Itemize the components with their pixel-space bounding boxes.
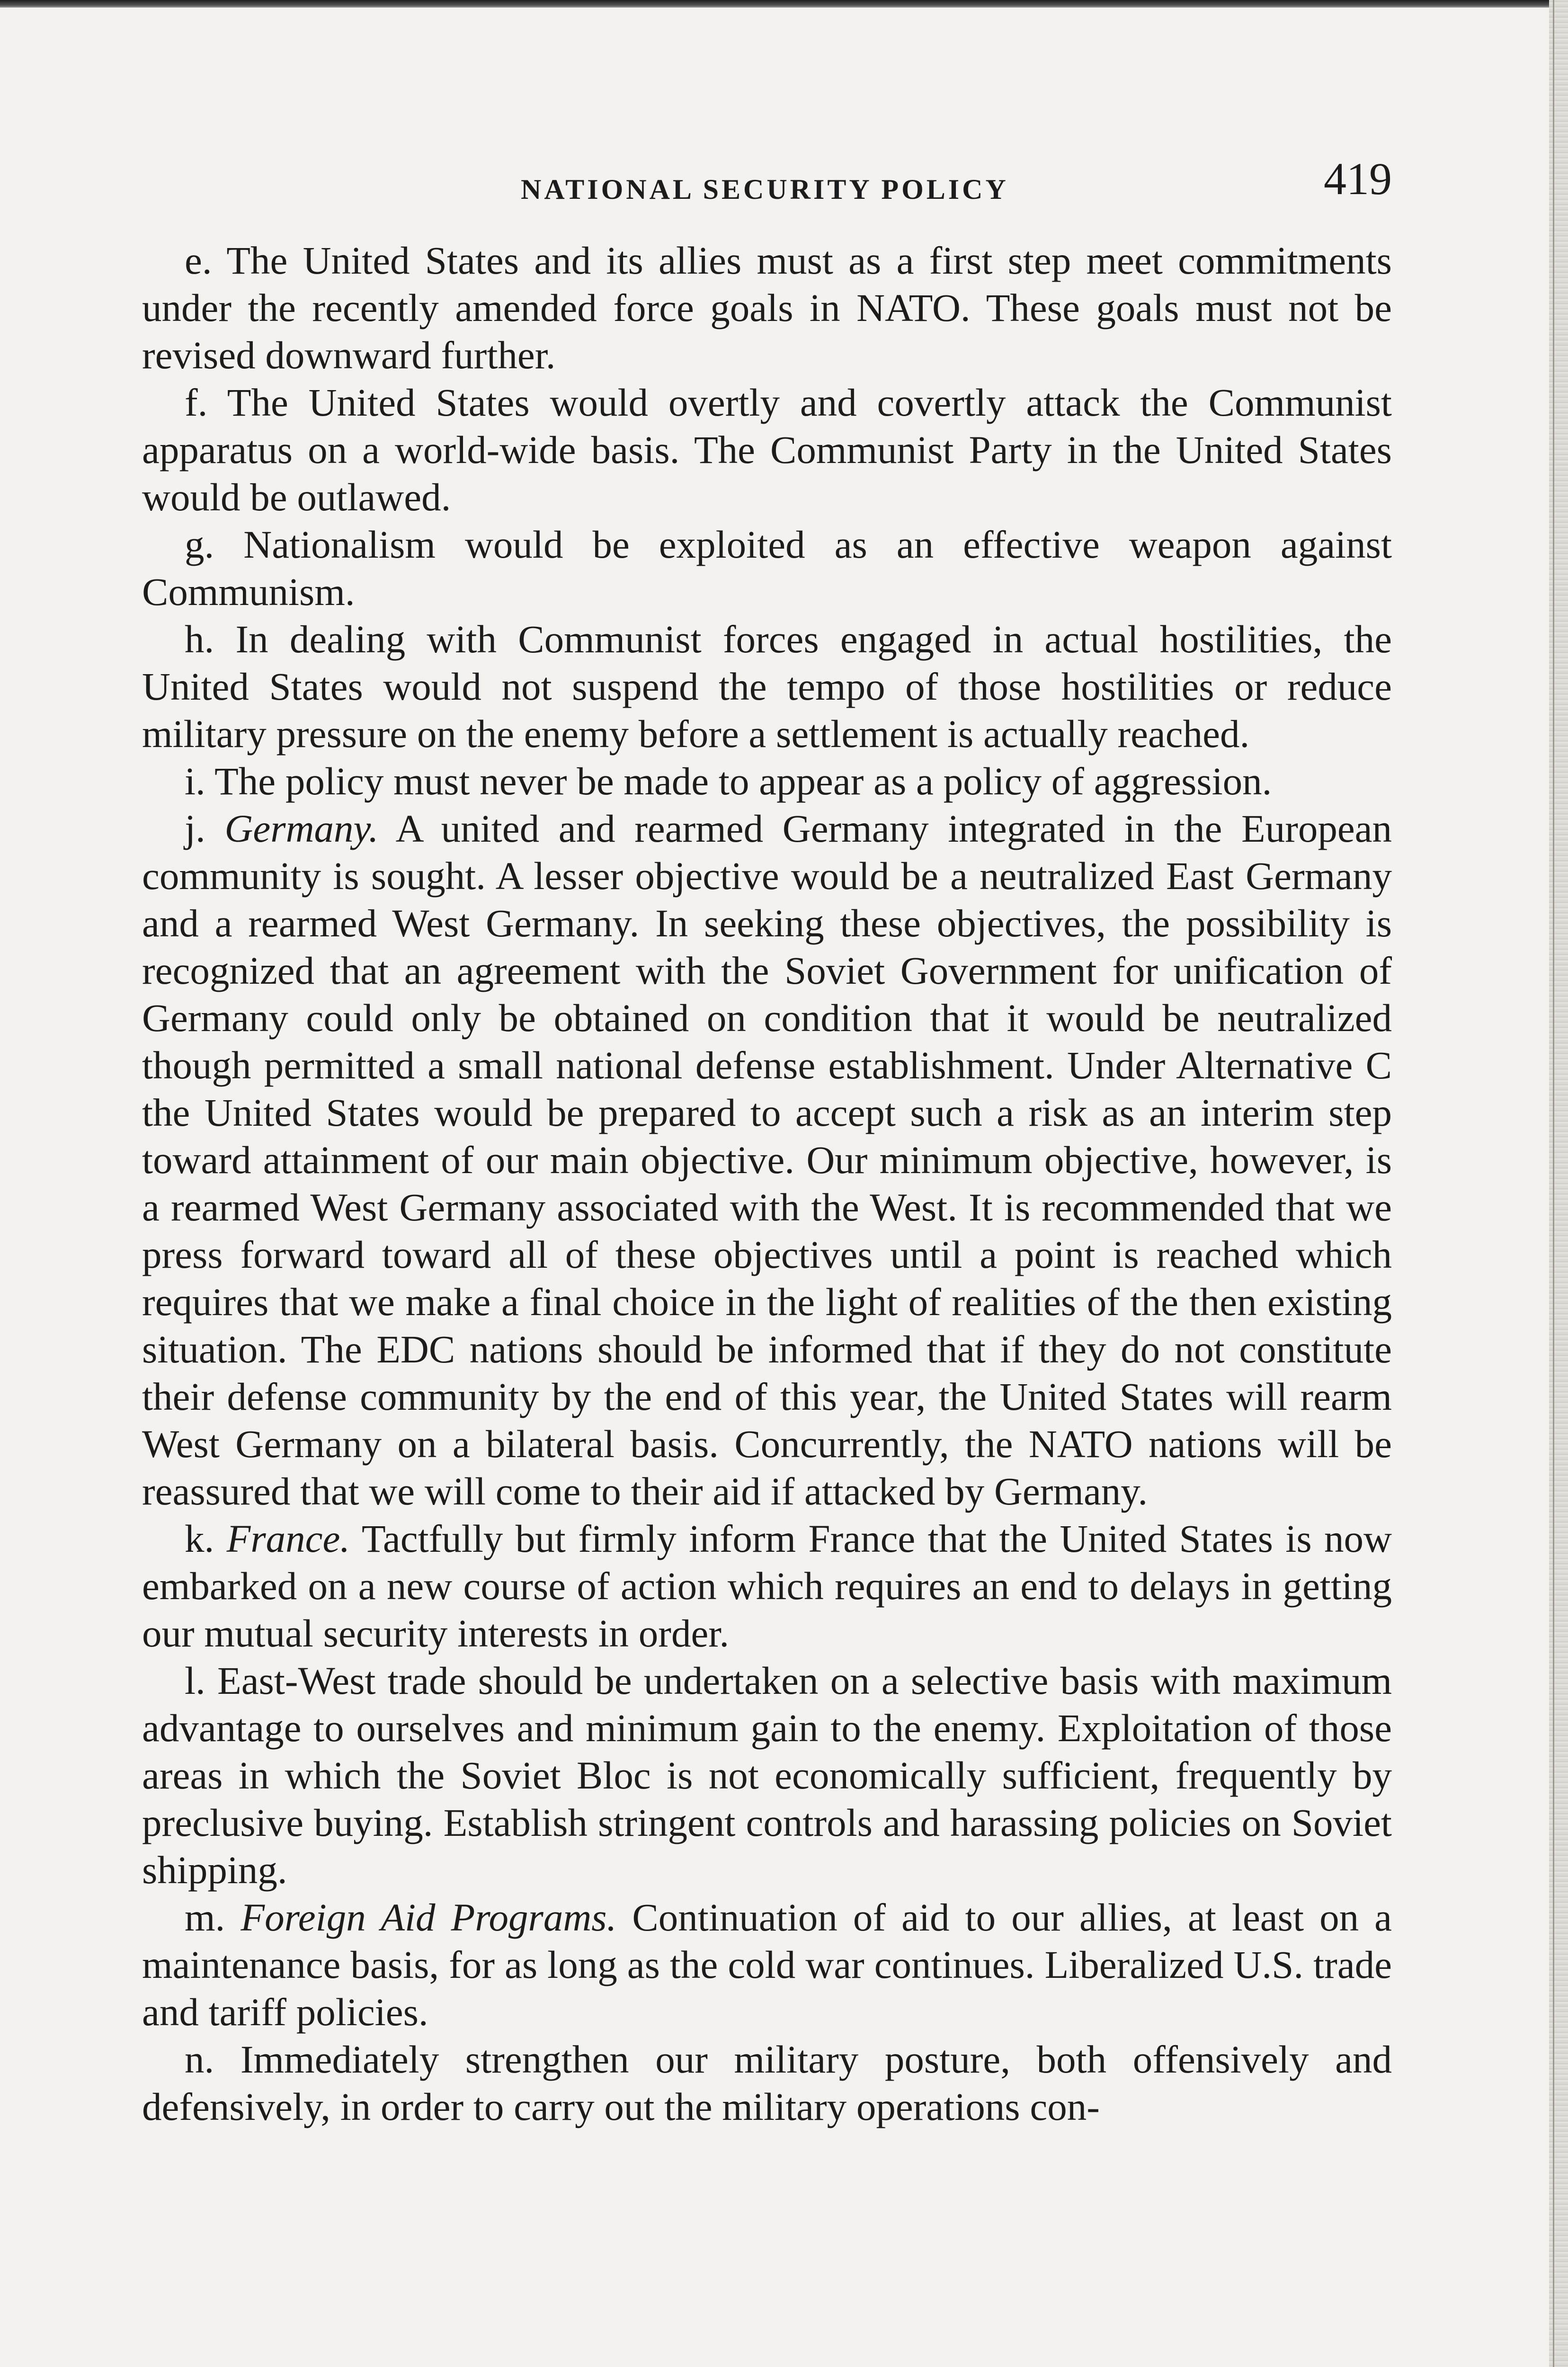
paragraph-marker: g.	[185, 523, 214, 566]
paragraph-marker: n.	[185, 2038, 214, 2081]
paragraph-heading: Germany.	[224, 807, 379, 850]
paragraph-e	[142, 237, 1392, 379]
page-top-border	[0, 0, 1568, 8]
body-text	[142, 237, 1392, 2130]
paragraph-marker: l.	[185, 1659, 205, 1702]
paragraph-text: The United States would overtly and covertly attack the Communist apparatus on a world-wide basis. The Communist Party in the United States would be outlawed.	[142, 381, 1392, 519]
paragraph-marker: i.	[185, 759, 205, 803]
paragraph-text: A united and rearmed Germany integrated in the European community is sought. A lesser objective would be a neutralized East Germany and a rearmed West Germany. In seeking these objectives, the possibility is recognized that an agreement with the Soviet Government for unification of Germany could only be obtained on condition that it would be neutralized though permitted a small national defense establishment. Under Alternative C the United States would be prepared to accept such a risk as an interim step toward attainment of our main objective. Our minimum objective, however, is a rearmed West Germany associated with the West. It is recommended that we press forward toward all of these objectives until a point is reached which requires that we make a final choice in the light of realities of the then existing situation. The EDC nations should be informed that if they do not constitute their defense community by the end of this year, the United States will rearm West Germany on a bilateral basis. Concurrently, the NATO nations will be reassured that we will come to their aid if attacked by Germany.	[142, 807, 1392, 1513]
paragraph-h	[142, 615, 1392, 757]
paragraph-text: The United States and its allies must as a first step meet commitments under the recently amended force goals in NATO. These goals must not be revised downward further.	[142, 239, 1392, 377]
paragraph-m-foreign-aid	[142, 1894, 1392, 2036]
paragraph-k-france	[142, 1515, 1392, 1657]
paragraph-text: Immediately strengthen our military posture, both offensively and defensively, in order to carry out the military operations con-	[142, 2038, 1392, 2128]
page-header	[142, 153, 1392, 213]
paragraph-heading: France.	[226, 1517, 350, 1560]
paragraph-marker: m.	[185, 1895, 225, 1939]
paragraph-text: Tactfully but firmly inform France that the United States is now embarked on a new course of action which requires an end to delays in getting our mutual security interests in order.	[142, 1517, 1392, 1655]
paragraph-text: East-West trade should be undertaken on a selective basis with maximum advantage to ourselves and minimum gain to the enemy. Exploitation of those areas in which the Soviet Bloc is not economically sufficient, frequently by preclusive buying. Establish stringent controls and harassing policies on Soviet shipping.	[142, 1659, 1392, 1892]
paragraph-n	[142, 2036, 1392, 2130]
paragraph-marker: k.	[185, 1517, 214, 1560]
paragraph-text: Nationalism would be exploited as an effective weapon against Communism.	[142, 523, 1392, 614]
paragraph-marker: e.	[185, 239, 212, 282]
paragraph-g	[142, 521, 1392, 615]
paragraph-text: In dealing with Communist forces engaged in actual hostilities, the United States would not suspend the tempo of those hostilities or reduce military pressure on the enemy before a settlement is actually reached.	[142, 617, 1392, 756]
running-title: NATIONAL SECURITY POLICY	[521, 174, 1009, 205]
paragraph-text: Continuation of aid to our allies, at least on a maintenance basis, for as long as the cold war continues. Liberalized U.S. trade and tariff policies.	[142, 1895, 1392, 2034]
paragraph-l	[142, 1657, 1392, 1894]
page-number: 419	[1324, 153, 1392, 204]
paragraph-heading: Foreign Aid Programs.	[241, 1895, 617, 1939]
paragraph-marker: f.	[185, 381, 208, 424]
paragraph-marker: j.	[185, 807, 205, 850]
paragraph-i	[142, 757, 1392, 805]
paragraph-text: The policy must never be made to appear as a policy of aggression.	[214, 759, 1272, 803]
paragraph-f	[142, 379, 1392, 521]
paragraph-j-germany	[142, 805, 1392, 1515]
paragraph-marker: h.	[185, 617, 214, 661]
page-right-edge	[1549, 0, 1568, 2367]
